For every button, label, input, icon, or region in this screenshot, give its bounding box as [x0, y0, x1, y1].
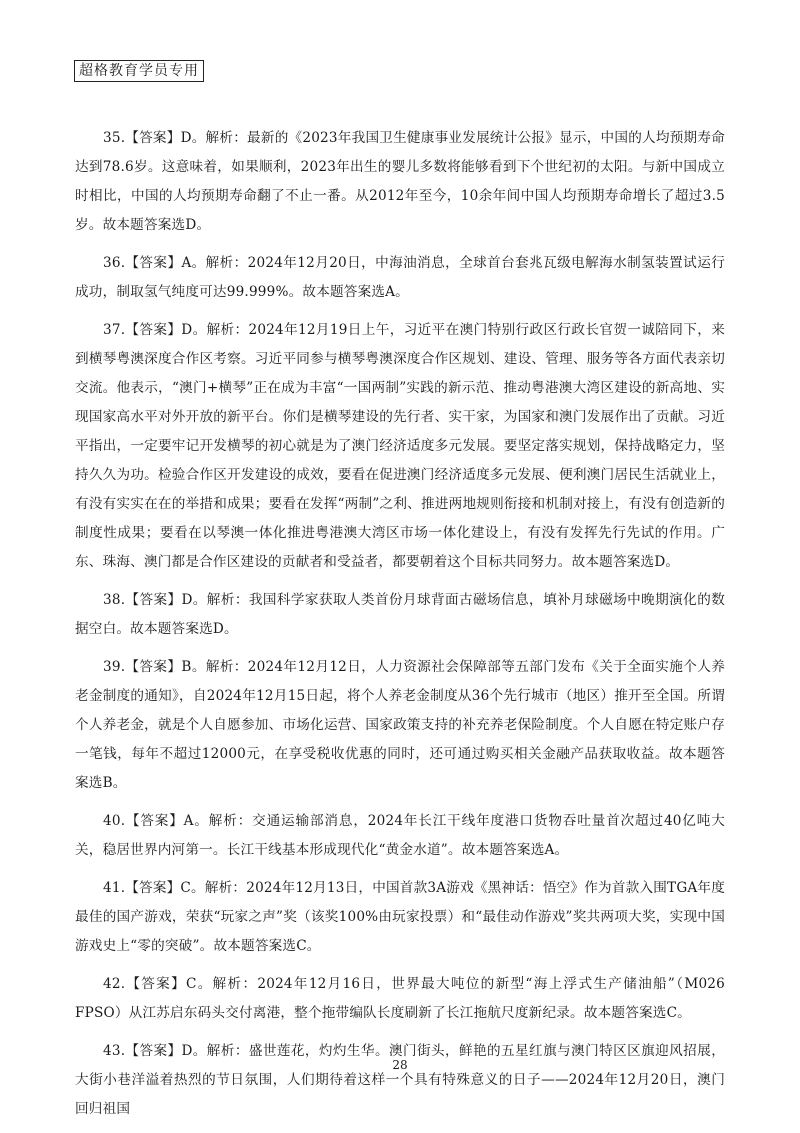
header-stamp: 超格教育学员专用: [74, 60, 204, 82]
answer-39: 39.【答案】B。解析：2024年12月12日，人力资源社会保障部等五部门发布《关于全面实施个人养老金制度的通知》，自2024年12月15日起，将个人养老金制度从36个先行城市（地区）推开至全国。所谓个人养老金，就是个人自愿参加、市场化运营、国家政策支持的补充养老保险制度。个人自愿在特定账户存一笔钱，每年不超过12000元，在享受税收优惠的同时，还可通过购买相关金融产品获取收益。故本题答案选B。: [75, 659, 725, 791]
answer-list: [75, 124, 725, 1133]
answer-41: 41.【答案】C。解析：2024年12月13日，中国首款3A游戏《黑神话：悟空》作为首款入围TGA年度最佳的国产游戏，荣获“玩家之声”奖（该奖100%由玩家投票）和“最佳动作游戏”奖共两项大奖，实现中国游戏史上“零的突破”。故本题答案选C。: [75, 880, 725, 954]
page-number: 28: [392, 1058, 408, 1072]
answer-40: 40.【答案】A。解析：交通运输部消息，2024年长江干线年度港口货物吞吐量首次超过40亿吨大关，稳居世界内河第一。长江干线基本形成现代化“黄金水道”。故本题答案选A。: [75, 813, 725, 858]
answer-43: 43.【答案】D。解析：盛世莲花，灼灼生华。澳门街头，鲜艳的五星红旗与澳门特区区旗迎风招展，大街小巷洋溢着热烈的节日氛围，人们期待着这样一个具有特殊意义的日子——2024年12月20日，澳门回归祖国: [75, 1043, 725, 1117]
answer-36: 36.【答案】A。解析：2024年12月20日，中海油消息，全球首台套兆瓦级电解海水制氢装置试运行成功，制取氢气纯度可达99.999%。故本题答案选A。: [75, 255, 725, 300]
answer-35: 35.【答案】D。解析：最新的《2023年我国卫生健康事业发展统计公报》显示，中国的人均预期寿命达到78.6岁。这意味着，如果顺利，2023年出生的婴儿多数将能够看到下个世纪初的太阳。与新中国成立时相比，中国的人均预期寿命翻了不止一番。从2012年至今，10余年间中国人均预期寿命增长了超过3.5岁。故本题答案选D。: [75, 130, 725, 233]
answer-42: 42.【答案】C。解析：2024年12月16日，世界最大吨位的新型“海上浮式生产储油船”（M026 FPSO）从江苏启东码头交付离港，整个拖带编队长度刷新了长江拖航尺度新纪录。故本题答案选C。: [75, 976, 725, 1021]
answer-38: 38.【答案】D。解析：我国科学家获取人类首份月球背面古磁场信息，填补月球磁场中晚期演化的数据空白。故本题答案选D。: [75, 592, 725, 637]
answer-37: 37.【答案】D。解析：2024年12月19日上午，习近平在澳门特别行政区行政长官贺一诚陪同下，来到横琴粤澳深度合作区考察。习近平同参与横琴粤澳深度合作区规划、建设、管理、服务等各方面代表亲切交流。他表示，“澳门+横琴”正在成为丰富“一国两制”实践的新示范、推动粤港澳大湾区建设的新高地、实现国家高水平对外开放的新平台。你们是横琴建设的先行者、实干家，为国家和澳门发展作出了贡献。习近平指出，一定要牢记开发横琴的初心就是为了澳门经济适度多元发展。要坚定落实规划，保持战略定力，坚持久久为功。检验合作区开发建设的成效，要看在促进澳门经济适度多元发展、便利澳门居民生活就业上，有没有实实在在的举措和成果；要看在发挥“两制”之利、推进两地规则衔接和机制对接上，有没有创造新的制度性成果；要看在以琴澳一体化推进粤港澳大湾区市场一体化建设上，有没有发挥先行先试的作用。广东、珠海、澳门都是合作区建设的贡献者和受益者，都要朝着这个目标共同努力。故本题答案选D。: [75, 322, 725, 570]
